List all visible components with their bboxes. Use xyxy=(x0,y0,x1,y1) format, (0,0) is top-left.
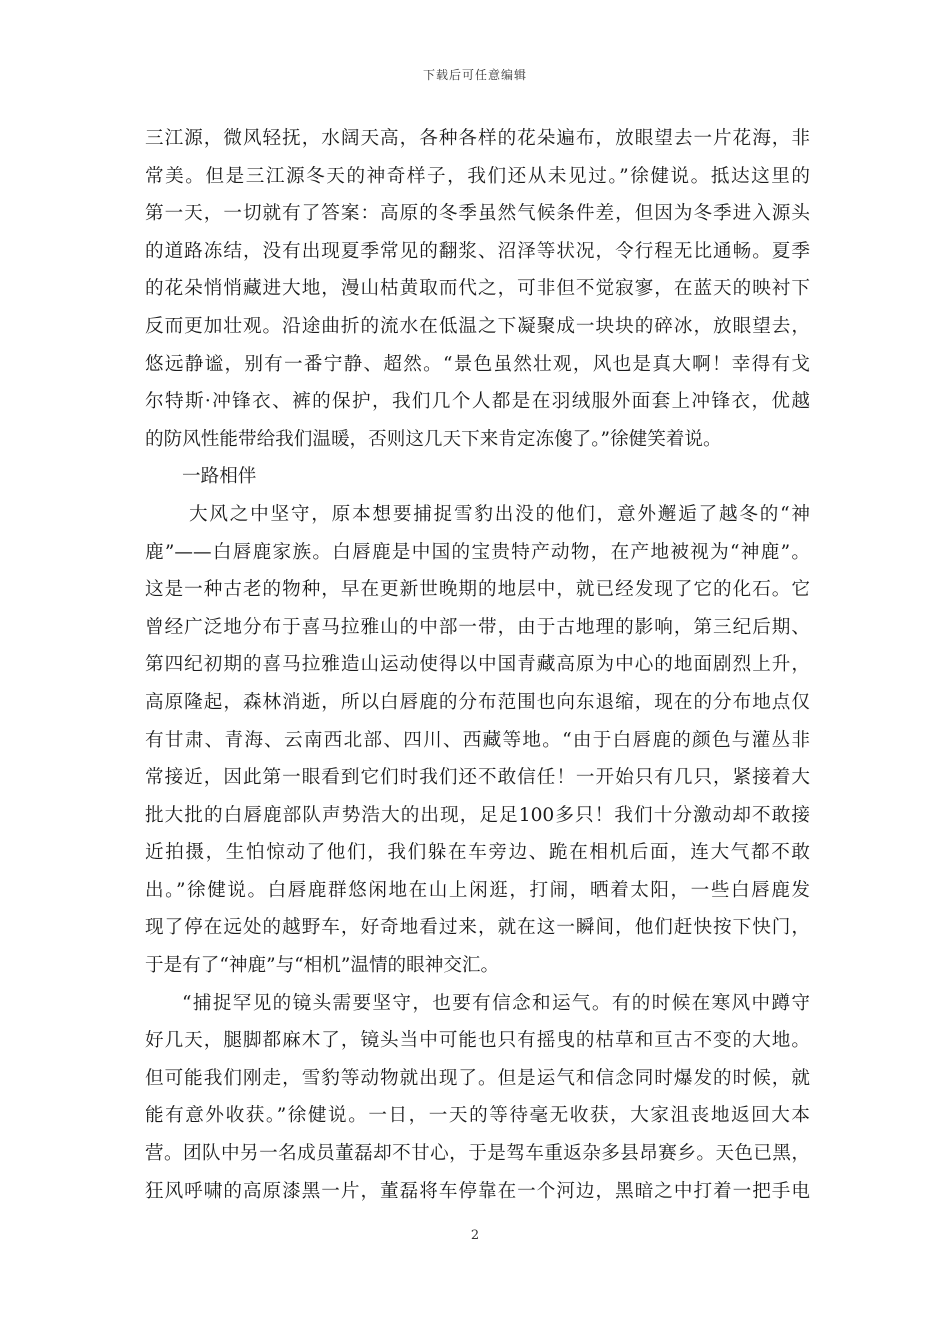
paragraph-1 xyxy=(145,120,810,458)
paragraph-3 xyxy=(145,985,810,1211)
text-line: 反而更加壮观。沿途曲折的流水在低温之下凝聚成一块块的碎冰，放眼望去， xyxy=(145,315,810,337)
text-line: 第一天，一切就有了答案：高原的冬季虽然气候条件差，但因为冬季进入源头 xyxy=(145,203,810,225)
text-line: 好几天，腿脚都麻木了，镜头当中可能也只有摇曳的枯草和亘古不变的大地。 xyxy=(145,1030,810,1052)
text-line: 第四纪初期的喜马拉雅造山运动使得以中国青藏高原为中心的地面剧烈上升， xyxy=(145,654,810,676)
text-line: 出。”徐健说。白唇鹿群悠闲地在山上闲逛，打闹，晒着太阳，一些白唇鹿发 xyxy=(145,879,810,901)
text-line: 的防风性能带给我们温暖，否则这几天下来肯定冻傻了。”徐健笑着说。 xyxy=(145,428,722,450)
section-heading-text: 一路相伴 xyxy=(182,466,257,488)
text-line: 批大批的白唇鹿部队声势浩大的出现，足足100多只！我们十分激动却不敢接 xyxy=(145,804,810,826)
text-line: 近拍摄，生怕惊动了他们，我们躲在车旁边、跪在相机后面，连大气都不敢 xyxy=(145,842,810,864)
text-line: “捕捉罕见的镜头需要坚守，也要有信念和运气。有的时候在寒风中蹲守 xyxy=(182,992,810,1014)
page-number: 2 xyxy=(470,1228,480,1243)
text-line: 这是一种古老的物种，早在更新世晚期的地层中，就已经发现了它的化石。它 xyxy=(145,579,810,601)
text-line: 现了停在远处的越野车，好奇地看过来，就在这一瞬间，他们赶快按下快门， xyxy=(145,917,810,939)
text-line: 大风之中坚守，原本想要捕捉雪豹出没的他们，意外邂逅了越冬的“神 xyxy=(189,503,810,525)
text-line: 能有意外收获。”徐健说。一日，一天的等待毫无收获，大家沮丧地返回大本 xyxy=(145,1105,810,1127)
text-line: 的道路冻结，没有出现夏季常见的翻浆、沼泽等状况，令行程无比通畅。夏季 xyxy=(145,240,810,262)
text-line: 尔特斯·冲锋衣、裤的保护，我们几个人都是在羽绒服外面套上冲锋衣，优越 xyxy=(145,391,810,413)
document-body xyxy=(145,120,810,1210)
text-line: 有甘肃、青海、云南西北部、四川、西藏等地。“由于白唇鹿的颜色与灌丛非 xyxy=(145,729,810,751)
text-line: 的花朵悄悄藏进大地，漫山枯黄取而代之，可非但不觉寂寥，在蓝天的映衬下 xyxy=(145,278,810,300)
text-line: 常美。但是三江源冬天的神奇样子，我们还从未见过。”徐健说。抵达这里的 xyxy=(145,165,810,187)
text-line: 曾经广泛地分布于喜马拉雅山的中部一带，由于古地理的影响，第三纪后期、 xyxy=(145,616,810,638)
paragraph-2 xyxy=(145,496,810,985)
text-line: 鹿”——白唇鹿家族。白唇鹿是中国的宝贵特产动物，在产地被视为“神鹿”。 xyxy=(145,541,810,563)
text-line: 狂风呼啸的高原漆黑一片，董磊将车停靠在一个河边，黑暗之中打着一把手电 xyxy=(145,1180,810,1202)
text-line: 悠远静谧，别有一番宁静、超然。“景色虽然壮观，风也是真大啊！幸得有戈 xyxy=(145,353,810,375)
text-line: 于是有了“神鹿”与“相机”温情的眼神交汇。 xyxy=(145,955,500,977)
text-line: 高原隆起，森林消逝，所以白唇鹿的分布范围也向东退缩，现在的分布地点仅 xyxy=(145,691,810,713)
text-line: 但可能我们刚走，雪豹等动物就出现了。但是运气和信念同时爆发的时候，就 xyxy=(145,1067,810,1089)
text-line: 三江源，微风轻抚，水阔天高，各种各样的花朵遍布，放眼望去一片花海，非 xyxy=(145,128,810,149)
page-header: 下载后可任意编辑 xyxy=(422,68,527,82)
text-line: 营。团队中另一名成员董磊却不甘心，于是驾车重返杂多县昂赛乡。天色已黑， xyxy=(145,1143,810,1165)
text-line: 常接近，因此第一眼看到它们时我们还不敢信任！一开始只有几只，紧接着大 xyxy=(145,767,810,789)
section-heading xyxy=(145,458,810,496)
